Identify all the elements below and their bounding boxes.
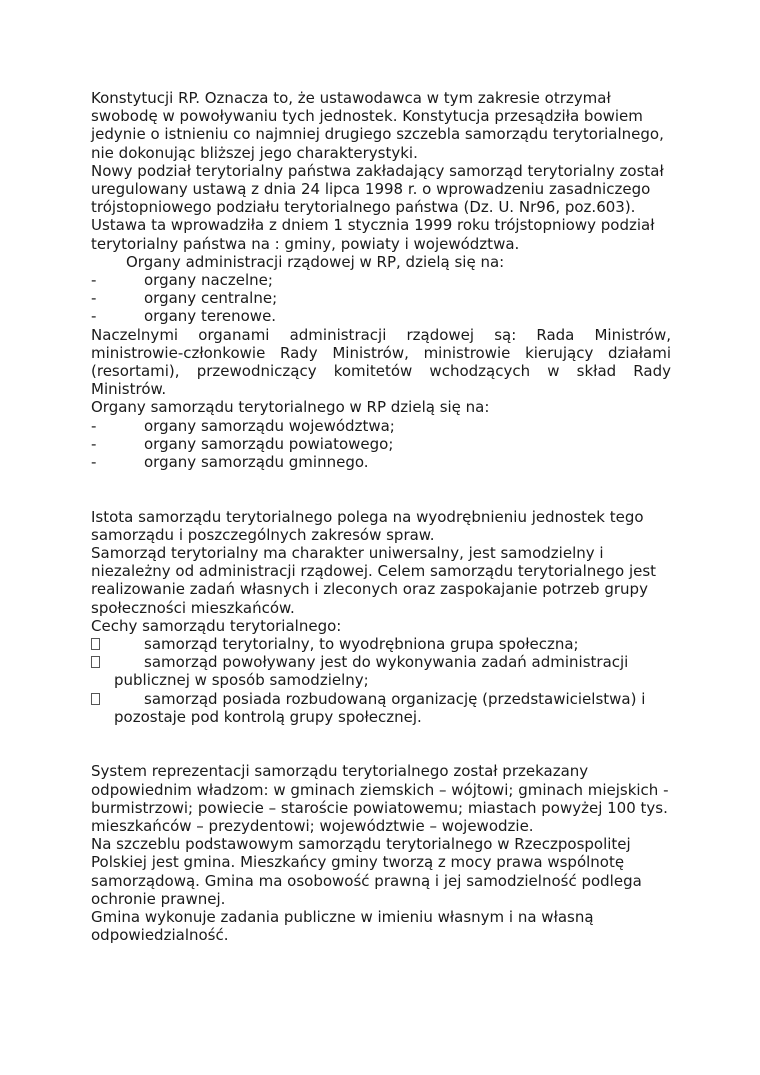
list-item-text: organy centralne; (144, 289, 278, 308)
selfgov-organs-list (91, 417, 671, 472)
features-list (91, 635, 671, 726)
paragraph-representation: System reprezentacji samorządu terytorialnego został przekazany odpowiednim władzom: w gminach ziemskich – wójtowi; gminach miejskich - burmistrzowi; powiecie – staroście powiatowemu; miastach powyżej 100 tys. mieszkańców – prezydentowi; województwie – wojewodzie. (91, 762, 669, 836)
list-item-text: organy samorządu województwa; (144, 416, 395, 435)
dash-marker: - (91, 271, 97, 290)
list-item-continuation: pozostaje pod kontrolą grupy społecznej. (114, 707, 422, 726)
checkbox-bullet-icon (91, 638, 100, 650)
list-item-text: organy samorządu gminnego. (144, 453, 369, 472)
list-item (91, 653, 671, 689)
list-item (91, 690, 671, 726)
dash-marker: - (91, 434, 97, 453)
paragraph-essence: Istota samorządu terytorialnego polega na wyodrębnieniu jednostek tego samorządu i poszczególnych zakresów spraw. (91, 507, 644, 544)
list-item (91, 307, 671, 325)
dash-marker: - (91, 416, 97, 435)
list-item (91, 635, 671, 653)
blank-line (91, 744, 671, 762)
paragraph-new-division: Nowy podział terytorialny państwa zakładający samorząd terytorialny został uregulowany ustawą z dnia 24 lipca 1998 r. o wprowadzeniu zasadniczego trójstopniowego podziału terytorialnego państwa (Dz. U. Nr96, poz.603). Ustawa ta wprowadziła z dniem 1 stycznia 1999 roku trójstopniowy podział terytorialny państwa na : gminy, powiaty i województwa. (91, 161, 664, 253)
list-item-continuation: publicznej w sposób samodzielny; (114, 671, 369, 690)
paragraph-government-organs-intro: Organy administracji rządowej w RP, dzielą się na: (126, 252, 505, 271)
blank-line (91, 471, 671, 489)
dash-marker: - (91, 307, 97, 326)
dash-marker: - (91, 289, 97, 308)
list-item-text: organy samorządu powiatowego; (144, 434, 394, 453)
list-item (91, 453, 671, 471)
blank-line (91, 489, 671, 507)
document-body (91, 89, 671, 944)
paragraph-gmina: Na szczeblu podstawowym samorządu terytorialnego w Rzeczpospolitej Polskiej jest gmina. Mieszkańcy gminy tworzą z mocy prawa wspólnotę samorządową. Gmina ma osobowość prawną i jej samodzielność podlega ochronie prawnej. (91, 835, 642, 908)
list-item (91, 435, 671, 453)
list-item (91, 271, 671, 289)
list-item-text: samorząd posiada rozbudowaną organizację (przedstawicielstwa) i (144, 689, 646, 708)
checkbox-bullet-icon (91, 656, 100, 668)
list-item-text: samorząd powoływany jest do wykonywania zadań administracji (144, 653, 629, 672)
paragraph-gmina-tasks: Gmina wykonuje zadania publiczne w imieniu własnym i na własną odpowiedzialność. (91, 908, 594, 945)
blank-line (91, 726, 671, 744)
paragraph-supreme-organs: Naczelnymi organami administracji rządowej są: Rada Ministrów, ministrowie-członkowie Rady Ministrów, ministrowie kierujący działami (resortami), przewodniczący komitetów wchodzących w skład Rady Ministrów. (91, 325, 671, 399)
paragraph-constitution: Konstytucji RP. Oznacza to, że ustawodawca w tym zakresie otrzymał swobodę w powoływaniu tych jednostek. Konstytucja przesądziła bowiem jedynie o istnieniu co najmniej drugiego szczebla samorządu terytorialnego, nie dokonując bliższej jego charakterystyki. (91, 89, 664, 162)
paragraph-selfgov-organs-intro: Organy samorządu terytorialnego w RP dzielą się na: (91, 398, 490, 417)
list-item-text: samorząd terytorialny, to wyodrębniona grupa społeczna; (144, 635, 579, 654)
paragraph-character: Samorząd terytorialny ma charakter uniwersalny, jest samodzielny i niezależny od administracji rządowej. Celem samorządu terytorialnego jest realizowanie zadań własnych i zleconych oraz zaspokajanie potrzeb grupy społeczności mieszkańców. (91, 544, 657, 617)
checkbox-bullet-icon (91, 693, 100, 705)
paragraph-features-intro: Cechy samorządu terytorialnego: (91, 616, 342, 635)
list-item (91, 417, 671, 435)
list-item-text: organy naczelne; (144, 271, 273, 290)
dash-marker: - (91, 453, 97, 472)
government-organs-list (91, 271, 671, 326)
list-item (91, 289, 671, 307)
list-item-text: organy terenowe. (144, 307, 277, 326)
